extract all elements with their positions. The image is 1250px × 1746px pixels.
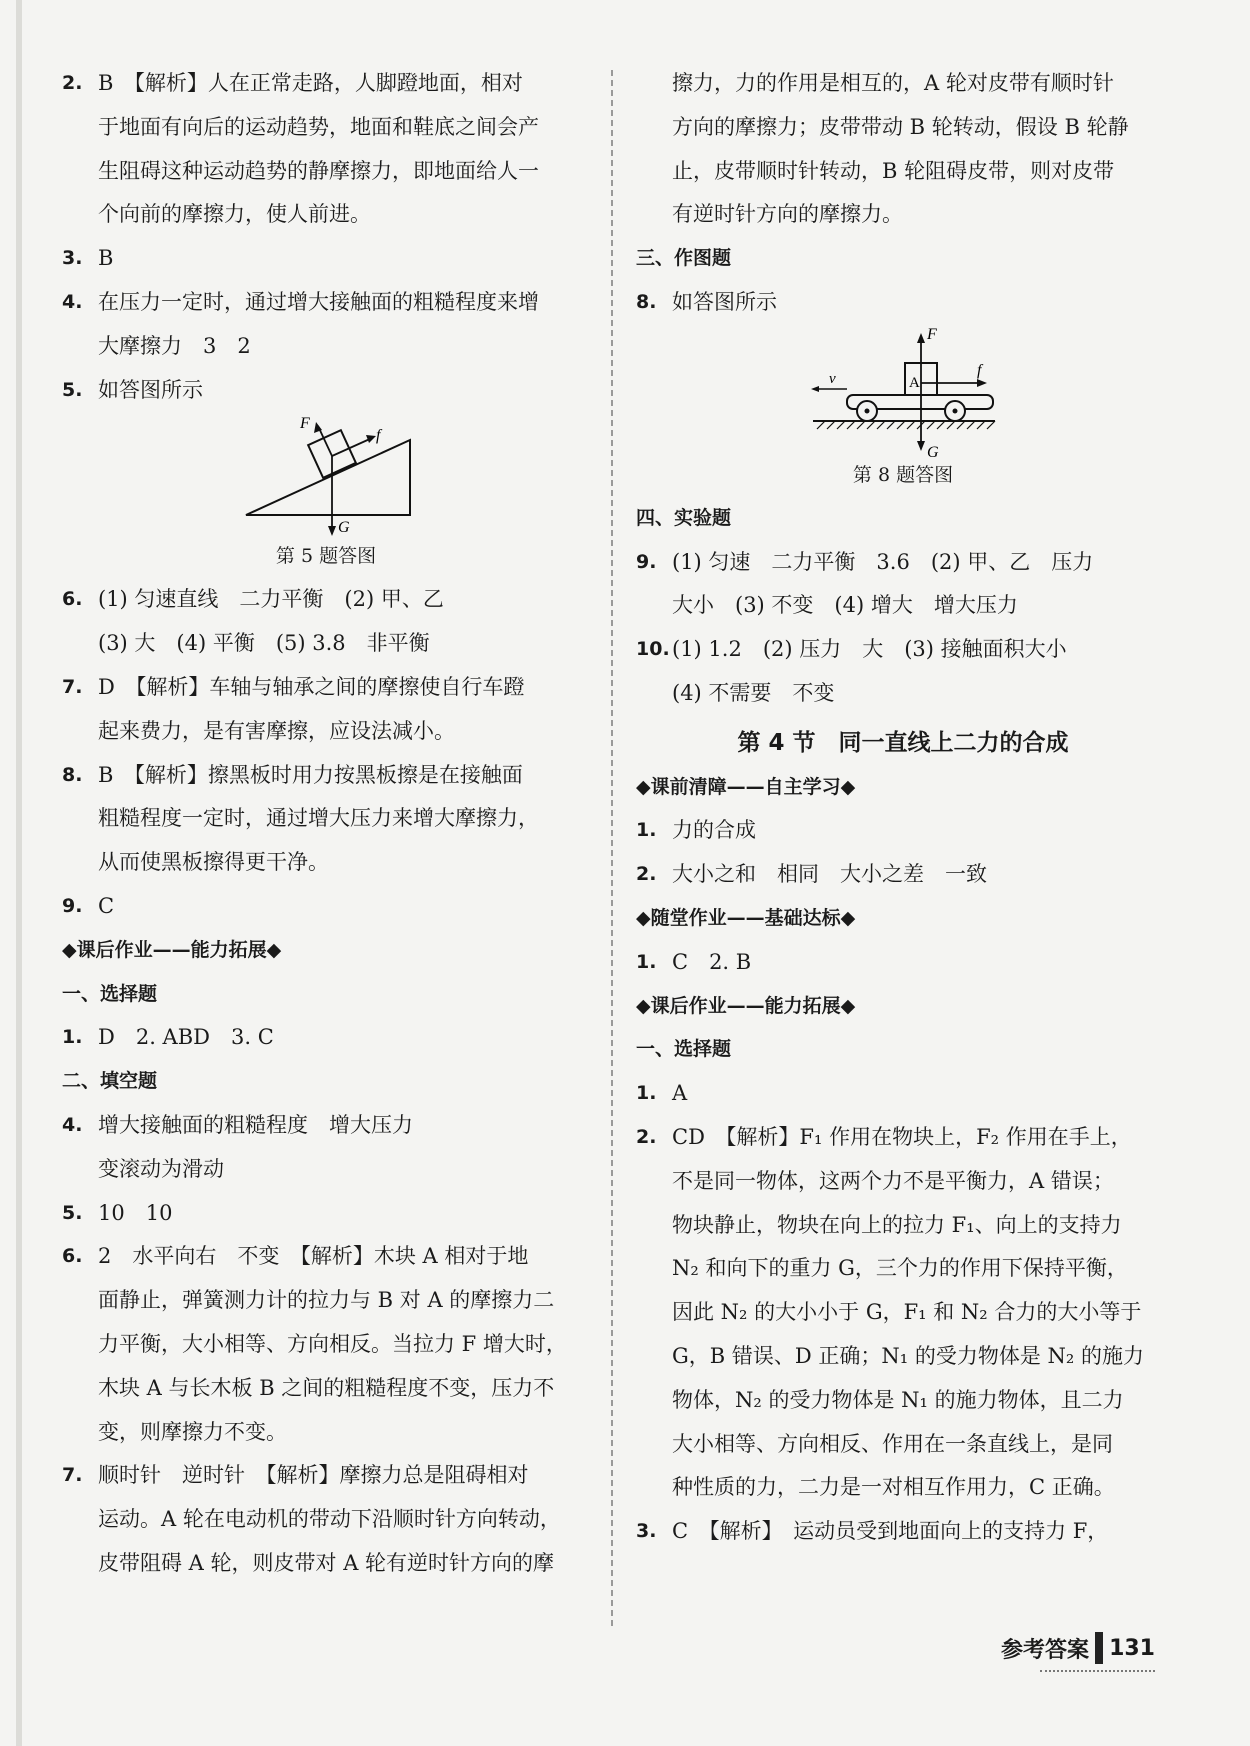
continued-explanation (636, 62, 1170, 237)
text-line: 大摩擦力 3 2 (98, 333, 251, 358)
fill-answer-5 (62, 1192, 590, 1236)
text-line: (1) 1.2 (2) 压力 大 (3) 接触面积大小 (672, 637, 1067, 662)
fill-answer-6 (62, 1235, 590, 1454)
figure-caption: 第 5 题答图 (275, 545, 377, 568)
item-number: 8. (636, 290, 657, 313)
figure-caption: 第 8 题答图 (852, 463, 954, 486)
choice-answer-3 (636, 1510, 1170, 1554)
text-line: C 【解析】 运动员受到地面向上的支持力 F， (672, 1519, 1109, 1544)
item-number: 3. (62, 247, 83, 270)
text-line: 擦力，力的作用是相互的，A 轮对皮带有顺时针 (672, 71, 1114, 95)
item-number: 9. (62, 894, 83, 917)
text-line: B (98, 246, 114, 271)
text-line: 个向前的摩擦力，使人前进。 (98, 202, 371, 227)
text-line: 种性质的力，二力是一对相互作用力，C 正确。 (672, 1475, 1115, 1500)
item-number: 2. (62, 72, 83, 94)
item-number: 7. (62, 1464, 83, 1487)
text-line: C (98, 893, 115, 918)
text-line: (3) 大 (4) 平衡 (5) 3.8 非平衡 (98, 631, 430, 656)
item-number: 10. (636, 638, 670, 661)
item-number: 2. (636, 863, 657, 886)
text-line: 如答图所示 (672, 289, 777, 314)
fill-answer-7 (62, 1454, 590, 1585)
section-choice: 一、选择题 (62, 982, 158, 1005)
experiment-answer-10 (636, 628, 1170, 716)
label-f: f (376, 427, 381, 445)
item-number: 1. (636, 819, 657, 842)
figure-5 (62, 412, 590, 572)
section-choice: 一、选择题 (636, 1038, 732, 1061)
text-line: 力的合成 (672, 818, 756, 843)
text-line: 物体，N₂ 的受力物体是 N₁ 的施力物体，且二力 (672, 1387, 1124, 1412)
answer-9 (62, 885, 590, 929)
footer-rule (1040, 1670, 1155, 1672)
section-experiment: 四、实验题 (636, 506, 732, 529)
text-line: 10 10 (98, 1200, 173, 1225)
text-line: 面静止，弹簧测力计的拉力与 B 对 A 的摩擦力二 (98, 1288, 555, 1313)
answers-1-3 (62, 1016, 590, 1060)
pre-answer-2 (636, 853, 1170, 897)
text-line: 如答图所示 (98, 377, 203, 402)
label-G: G (927, 443, 939, 459)
answer-6 (62, 578, 590, 666)
item-number: 1. (62, 1026, 83, 1049)
item-number: 4. (62, 1113, 83, 1136)
item-number: 4. (62, 290, 83, 313)
cart-diagram (803, 325, 1003, 459)
text-line: (1) 匀速 二力平衡 3.6 (2) 甲、乙 压力 (672, 549, 1094, 574)
page-footer (1001, 1632, 1155, 1664)
section-fill: 二、填空题 (62, 1070, 158, 1093)
text-line: 生阻碍这种运动趋势的静摩擦力，即地面给人一 (98, 158, 539, 183)
answer-3 (62, 237, 590, 281)
answer-2 (62, 62, 590, 237)
text-line: 因此 N₂ 的大小小于 G，F₁ 和 N₂ 合力的大小等于 (672, 1300, 1142, 1325)
text-line: 2 水平向右 不变 【解析】木块 A 相对于地 (98, 1244, 529, 1269)
text-line: 力平衡，大小相等、方向相反。当拉力 F 增大时， (98, 1331, 567, 1356)
text-line: 在压力一定时，通过增大接触面的粗糙程度来增 (98, 289, 539, 314)
text-line: 大小之和 相同 大小之差 一致 (672, 862, 987, 887)
item-number: 5. (62, 378, 83, 401)
text-line: N₂ 和向下的重力 G，三个力的作用下保持平衡， (672, 1256, 1128, 1281)
after-class-heading: ◆课后作业——能力拓展◆ (636, 994, 856, 1017)
text-line: 木块 A 与长木板 B 之间的粗糙程度不变，压力不 (98, 1375, 555, 1400)
item-number: 7. (62, 675, 83, 698)
item-number: 6. (62, 1245, 83, 1268)
footer-bar (1095, 1632, 1103, 1664)
section-drawing: 三、作图题 (636, 247, 732, 270)
text-line: 物块静止，物块在向上的拉力 F₁、向上的支持力 (672, 1212, 1122, 1237)
text-line: (4) 不需要 不变 (672, 680, 835, 705)
item-number: 3. (636, 1520, 657, 1543)
text-line: 皮带阻碍 A 轮，则皮带对 A 轮有逆时针方向的摩 (98, 1550, 555, 1575)
drawing-answer-8 (636, 281, 1170, 325)
item-number: 6. (62, 588, 83, 611)
experiment-answer-9 (636, 541, 1170, 629)
label-F: F (300, 415, 310, 433)
text-line: 有逆时针方向的摩擦力。 (672, 202, 903, 227)
answer-8 (62, 754, 590, 885)
text-line: D 【解析】车轴与轴承之间的摩擦使自行车蹬 (98, 674, 525, 699)
text-line: 从而使黑板擦得更干净。 (98, 850, 329, 875)
label-v: v (829, 370, 836, 387)
item-number: 8. (62, 763, 83, 786)
text-line: 大小 (3) 不变 (4) 增大 增大压力 (672, 593, 1018, 618)
fill-answer-4 (62, 1104, 590, 1192)
text-line: 增大接触面的粗糙程度 增大压力 (98, 1112, 413, 1137)
label-F: F (927, 325, 937, 343)
label-f: f (977, 361, 982, 379)
item-number: 5. (62, 1201, 83, 1224)
item-number: 1. (636, 1082, 657, 1105)
left-column (62, 62, 590, 1586)
text-line: D 2. ABD 3. C (98, 1025, 274, 1050)
label-G: G (338, 519, 350, 537)
section-title: 第 4 节 同一直线上二力的合成 (737, 729, 1069, 756)
text-line: 运动。A 轮在电动机的带动下沿顺时针方向转动， (98, 1507, 561, 1532)
class-answers (636, 941, 1170, 985)
text-line: 大小相等、方向相反、作用在一条直线上，是同 (672, 1431, 1113, 1456)
answer-5 (62, 369, 590, 413)
page-edge (16, 0, 22, 1746)
text-line: 不是同一物体，这两个力不是平衡力，A 错误； (672, 1168, 1114, 1193)
text-line: C 2. B (672, 949, 752, 974)
text-line: 变，则摩擦力不变。 (98, 1419, 287, 1444)
text-line: 于地面有向后的运动趋势，地面和鞋底之间会产 (98, 114, 539, 139)
item-number: 9. (636, 550, 657, 573)
footer-label: 参考答案 (1001, 1637, 1090, 1663)
text-line: CD 【解析】F₁ 作用在物块上，F₂ 作用在手上， (672, 1124, 1132, 1149)
figure-8 (636, 325, 1170, 491)
text-line: 止，皮带顺时针转动，B 轮阻碍皮带，则对皮带 (672, 158, 1115, 183)
item-number: 2. (636, 1125, 657, 1148)
pre-answer-1 (636, 809, 1170, 853)
after-class-heading: ◆课后作业——能力拓展◆ (62, 938, 282, 961)
text-line: 方向的摩擦力；皮带带动 B 轮转动，假设 B 轮静 (672, 114, 1129, 139)
text-line: A (672, 1081, 688, 1106)
text-line: G，B 错误、D 正确；N₁ 的受力物体是 N₂ 的施力 (672, 1343, 1145, 1368)
text-line: 顺时针 逆时针 【解析】摩擦力总是阻碍相对 (98, 1463, 529, 1488)
column-divider (611, 70, 613, 1626)
answer-4 (62, 281, 590, 369)
text-line: 粗糙程度一定时，通过增大压力来增大摩擦力， (98, 806, 539, 831)
text-line: (1) 匀速直线 二力平衡 (2) 甲、乙 (98, 587, 444, 612)
label-A: A (909, 374, 920, 391)
right-column (636, 62, 1170, 1554)
text-line: B 【解析】人在正常走路，人脚蹬地面，相对 (98, 71, 523, 95)
text-line: B 【解析】擦黑板时用力按黑板擦是在接触面 (98, 762, 523, 787)
choice-answer-2 (636, 1116, 1170, 1510)
text-line: 变滚动为滑动 (98, 1156, 224, 1181)
item-number: 1. (636, 950, 657, 973)
ground-hatching (817, 421, 995, 429)
incline-diagram (226, 412, 426, 540)
page-number: 131 (1109, 1635, 1155, 1661)
choice-answer-1 (636, 1072, 1170, 1116)
answer-7 (62, 666, 590, 754)
pre-class-heading: ◆课前清障——自主学习◆ (636, 775, 856, 798)
in-class-heading: ◆随堂作业——基础达标◆ (636, 906, 856, 929)
text-line: 起来费力，是有害摩擦，应设法减小。 (98, 718, 455, 743)
